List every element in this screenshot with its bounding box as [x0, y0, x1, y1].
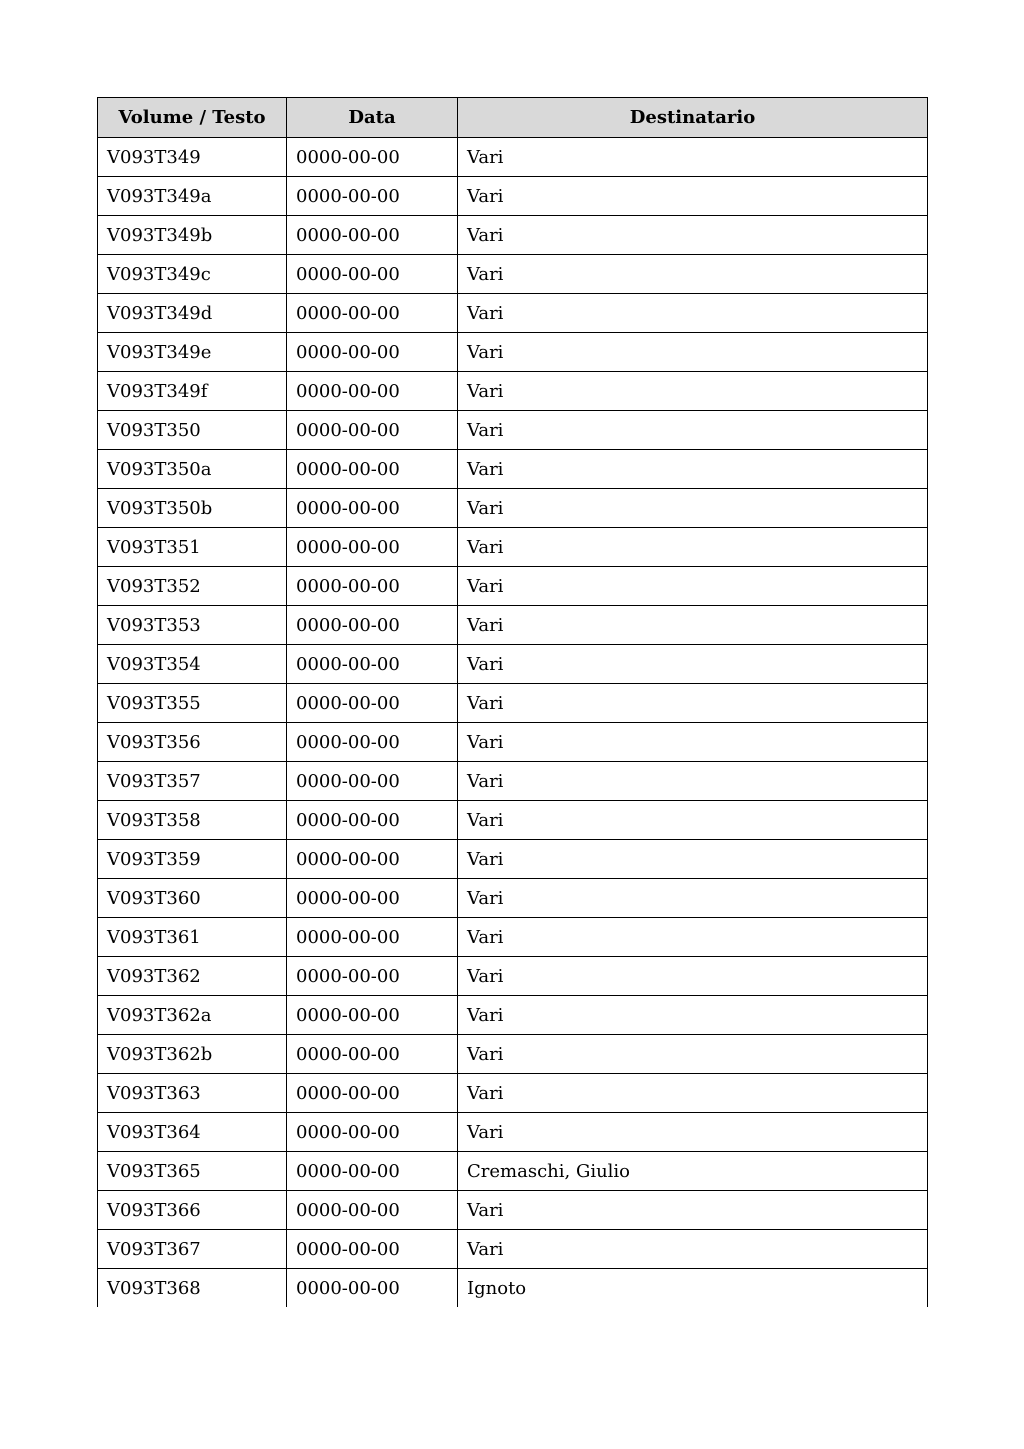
cell-recipient: Vari — [458, 1191, 928, 1230]
cell-volume: V093T350b — [98, 489, 287, 528]
cell-recipient: Vari — [458, 216, 928, 255]
cell-date: 0000-00-00 — [287, 1269, 458, 1308]
cell-date: 0000-00-00 — [287, 1152, 458, 1191]
column-header-recipient: Destinatario — [458, 98, 928, 138]
cell-recipient: Ignoto — [458, 1269, 928, 1308]
cell-volume: V093T352 — [98, 567, 287, 606]
cell-volume: V093T366 — [98, 1191, 287, 1230]
table-row — [98, 1191, 928, 1230]
cell-date: 0000-00-00 — [287, 645, 458, 684]
cell-date: 0000-00-00 — [287, 528, 458, 567]
table-row — [98, 957, 928, 996]
table-row — [98, 879, 928, 918]
table-row — [98, 996, 928, 1035]
cell-volume: V093T362b — [98, 1035, 287, 1074]
table-row — [98, 1230, 928, 1269]
table-row — [98, 801, 928, 840]
table-header — [98, 98, 928, 138]
table-row — [98, 840, 928, 879]
cell-date: 0000-00-00 — [287, 684, 458, 723]
table-row — [98, 177, 928, 216]
cell-volume: V093T364 — [98, 1113, 287, 1152]
cell-recipient: Vari — [458, 684, 928, 723]
cell-volume: V093T353 — [98, 606, 287, 645]
cell-volume: V093T365 — [98, 1152, 287, 1191]
cell-date: 0000-00-00 — [287, 216, 458, 255]
cell-volume: V093T363 — [98, 1074, 287, 1113]
cell-recipient: Vari — [458, 957, 928, 996]
cell-recipient: Vari — [458, 1230, 928, 1269]
table-body — [98, 138, 928, 1308]
cell-volume: V093T367 — [98, 1230, 287, 1269]
cell-date: 0000-00-00 — [287, 411, 458, 450]
table-row — [98, 411, 928, 450]
table-row — [98, 1113, 928, 1152]
table-row — [98, 723, 928, 762]
letters-table — [97, 97, 928, 1307]
table-row — [98, 528, 928, 567]
cell-volume: V093T354 — [98, 645, 287, 684]
cell-recipient: Vari — [458, 138, 928, 177]
cell-volume: V093T356 — [98, 723, 287, 762]
cell-recipient: Vari — [458, 606, 928, 645]
cell-date: 0000-00-00 — [287, 840, 458, 879]
cell-recipient: Vari — [458, 1113, 928, 1152]
cell-volume: V093T368 — [98, 1269, 287, 1308]
cell-volume: V093T362a — [98, 996, 287, 1035]
cell-date: 0000-00-00 — [287, 1113, 458, 1152]
table-row — [98, 1152, 928, 1191]
column-header-volume: Volume / Testo — [98, 98, 287, 138]
table-row — [98, 762, 928, 801]
cell-recipient: Vari — [458, 840, 928, 879]
cell-volume: V093T350a — [98, 450, 287, 489]
cell-date: 0000-00-00 — [287, 801, 458, 840]
cell-date: 0000-00-00 — [287, 723, 458, 762]
cell-recipient: Vari — [458, 1035, 928, 1074]
cell-volume: V093T349 — [98, 138, 287, 177]
cell-volume: V093T357 — [98, 762, 287, 801]
table-row — [98, 138, 928, 177]
cell-volume: V093T358 — [98, 801, 287, 840]
table-row — [98, 489, 928, 528]
cell-recipient: Vari — [458, 294, 928, 333]
table-row — [98, 255, 928, 294]
cell-recipient: Vari — [458, 723, 928, 762]
cell-recipient: Cremaschi, Giulio — [458, 1152, 928, 1191]
cell-recipient: Vari — [458, 411, 928, 450]
cell-date: 0000-00-00 — [287, 1035, 458, 1074]
cell-recipient: Vari — [458, 255, 928, 294]
table-row — [98, 450, 928, 489]
cell-date: 0000-00-00 — [287, 450, 458, 489]
cell-date: 0000-00-00 — [287, 294, 458, 333]
table-row — [98, 645, 928, 684]
cell-recipient: Vari — [458, 372, 928, 411]
cell-volume: V093T362 — [98, 957, 287, 996]
cell-date: 0000-00-00 — [287, 372, 458, 411]
column-header-date: Data — [287, 98, 458, 138]
cell-date: 0000-00-00 — [287, 879, 458, 918]
cell-recipient: Vari — [458, 450, 928, 489]
cell-date: 0000-00-00 — [287, 996, 458, 1035]
cell-date: 0000-00-00 — [287, 138, 458, 177]
cell-date: 0000-00-00 — [287, 333, 458, 372]
table-row — [98, 606, 928, 645]
cell-recipient: Vari — [458, 333, 928, 372]
cell-date: 0000-00-00 — [287, 177, 458, 216]
cell-recipient: Vari — [458, 528, 928, 567]
table-row — [98, 684, 928, 723]
cell-volume: V093T359 — [98, 840, 287, 879]
cell-volume: V093T349c — [98, 255, 287, 294]
cell-volume: V093T350 — [98, 411, 287, 450]
cell-recipient: Vari — [458, 762, 928, 801]
cell-volume: V093T355 — [98, 684, 287, 723]
cell-date: 0000-00-00 — [287, 1074, 458, 1113]
cell-volume: V093T349b — [98, 216, 287, 255]
cell-recipient: Vari — [458, 177, 928, 216]
cell-date: 0000-00-00 — [287, 957, 458, 996]
table-row — [98, 333, 928, 372]
table-row — [98, 216, 928, 255]
cell-recipient: Vari — [458, 645, 928, 684]
table-row — [98, 1035, 928, 1074]
cell-recipient: Vari — [458, 1074, 928, 1113]
cell-volume: V093T349e — [98, 333, 287, 372]
table-row — [98, 567, 928, 606]
cell-date: 0000-00-00 — [287, 1230, 458, 1269]
table-row — [98, 918, 928, 957]
cell-recipient: Vari — [458, 918, 928, 957]
cell-date: 0000-00-00 — [287, 489, 458, 528]
table-row — [98, 1269, 928, 1308]
table-row — [98, 1074, 928, 1113]
table-row — [98, 372, 928, 411]
cell-recipient: Vari — [458, 489, 928, 528]
cell-recipient: Vari — [458, 879, 928, 918]
cell-volume: V093T351 — [98, 528, 287, 567]
cell-recipient: Vari — [458, 567, 928, 606]
cell-volume: V093T349f — [98, 372, 287, 411]
cell-volume: V093T349d — [98, 294, 287, 333]
header-row — [98, 98, 928, 138]
cell-date: 0000-00-00 — [287, 606, 458, 645]
cell-volume: V093T361 — [98, 918, 287, 957]
cell-date: 0000-00-00 — [287, 567, 458, 606]
cell-date: 0000-00-00 — [287, 255, 458, 294]
cell-date: 0000-00-00 — [287, 1191, 458, 1230]
cell-date: 0000-00-00 — [287, 918, 458, 957]
table-row — [98, 294, 928, 333]
cell-volume: V093T360 — [98, 879, 287, 918]
cell-recipient: Vari — [458, 801, 928, 840]
cell-volume: V093T349a — [98, 177, 287, 216]
cell-date: 0000-00-00 — [287, 762, 458, 801]
cell-recipient: Vari — [458, 996, 928, 1035]
